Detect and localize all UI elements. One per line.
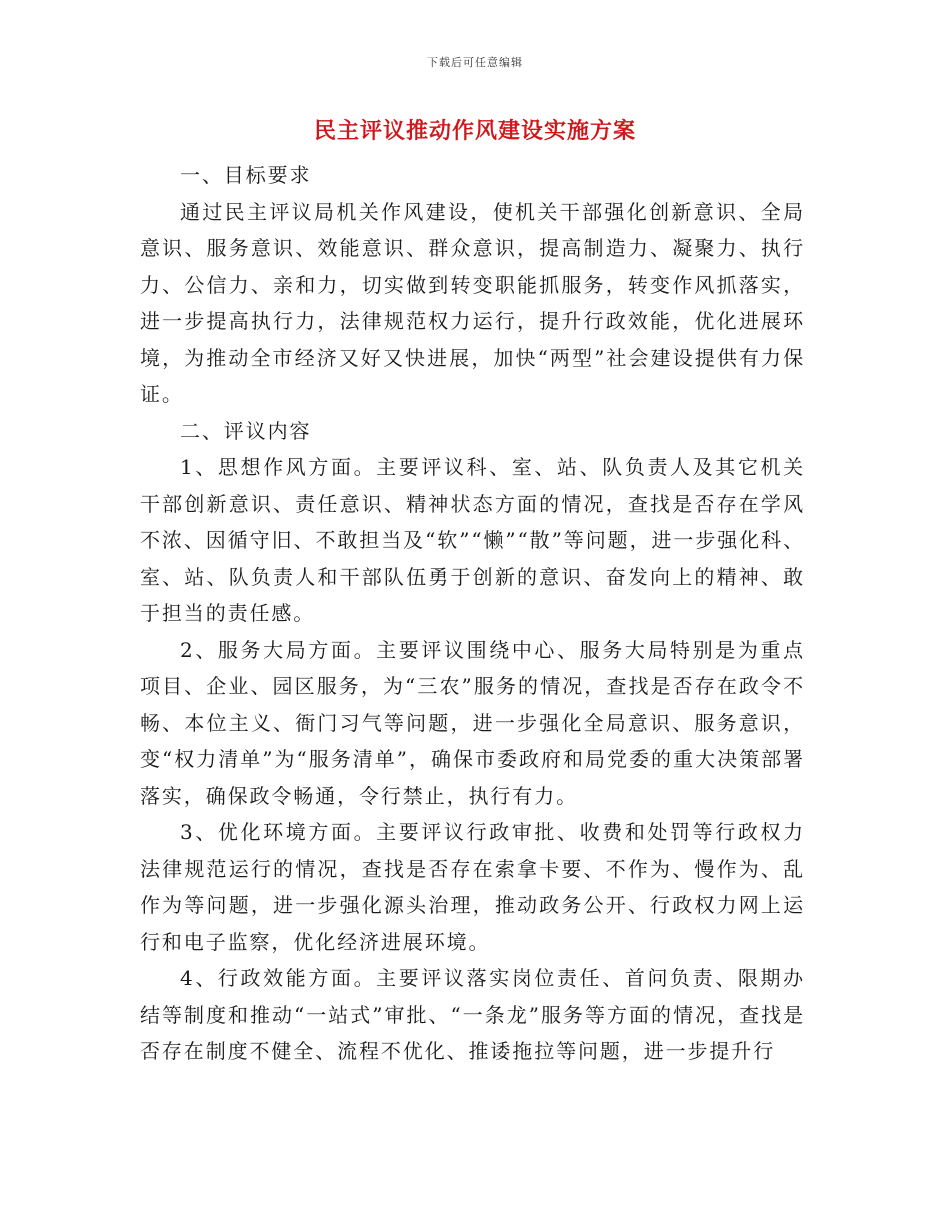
header-note: 下载后可任意编辑 [427, 56, 523, 69]
document-title: 民主评议推动作风建设实施方案 [313, 118, 636, 144]
section-heading-goals: 一、目标要求 [180, 163, 312, 187]
paragraph-item-2: 2、服务大局方面。主要评议围绕中心、服务大局特别是为重点项目、企业、园区服务，为“三农”服务的情况，查找是否存在政令不畅、本位主义、衙门习气等问题，进一步强化全局意识、服务意识，变“权力清单”为“服务清单”，确保市委政府和局党委的重大决策部署落实，确保政令畅通，令行禁止，执行有力。 [140, 637, 805, 808]
paragraph-goals: 通过民主评议局机关作风建设，使机关干部强化创新意识、全局意识、服务意识、效能意识、群众意识，提高制造力、凝聚力、执行力、公信力、亲和力，切实做到转变职能抓服务，转变作风抓落实，进一步提高执行力，法律规范权力运行，提升行政效能，优化进展环境，为推动全市经济又好又快进展，加快“两型”社会建设提供有力保证。 [140, 199, 805, 406]
paragraph-item-1: 1、思想作风方面。主要评议科、室、站、队负责人及其它机关干部创新意识、责任意识、精神状态方面的情况，查找是否存在学风不浓、因循守旧、不敢担当及“软”“懒”“散”等问题，进一步强化科、室、站、队负责人和干部队伍勇于创新的意识、奋发向上的精神、敢于担当的责任感。 [140, 455, 805, 625]
document-body [140, 157, 805, 1070]
paragraph-item-4: 4、行政效能方面。主要评议落实岗位责任、首问负责、限期办结等制度和推动“一站式”审批、“一条龙”服务等方面的情况，查找是否存在制度不健全、流程不优化、推诿拖拉等问题，进一步提升行 [140, 966, 805, 1063]
section-heading-content: 二、评议内容 [180, 418, 312, 443]
paragraph-item-3: 3、优化环境方面。主要评议行政审批、收费和处罚等行政权力法律规范运行的情况，查找是否存在索拿卡要、不作为、慢作为、乱作为等问题，进一步强化源头治理，推动政务公开、行政权力网上运行和电子监察，优化经济进展环境。 [140, 820, 805, 954]
